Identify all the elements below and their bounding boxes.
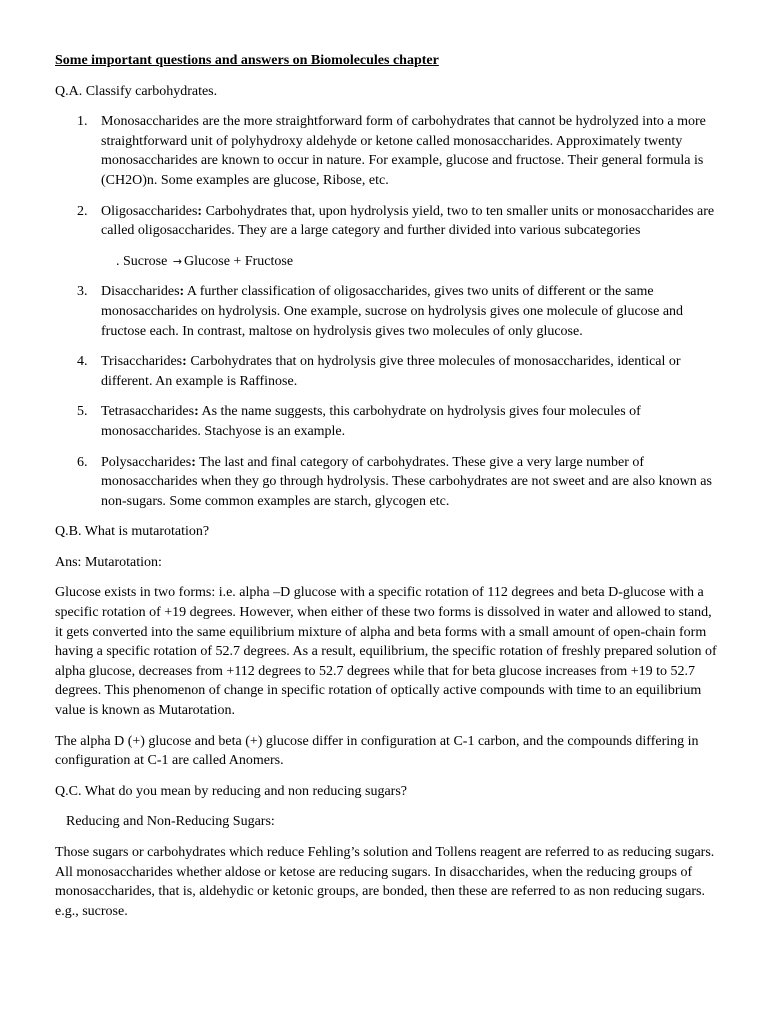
list-number: 4. [77, 354, 88, 370]
list-sep: : [179, 284, 185, 300]
list-item [55, 453, 718, 512]
page-title: Some important questions and answers on Biomolecules chapter [55, 53, 439, 68]
list-head: Oligosaccharides [101, 203, 198, 219]
list-sep: : [194, 404, 199, 420]
arrow-icon: → [172, 254, 183, 268]
carbohydrate-list-cont [55, 282, 718, 511]
list-sep: : [197, 203, 203, 219]
list-number: 1. [77, 114, 88, 130]
list-head: Polysaccharides [101, 454, 192, 470]
list-sep: : [191, 454, 196, 470]
carbohydrate-list [55, 112, 718, 241]
reducing-sugars-paragraph: Those sugars or carbohydrates which reduce Fehling’s solution and Tollens reagent are referred to as reducing sugars. All monosaccharides whether aldose or ketose are reducing sugars. In disaccharides, when the reducing groups of monosaccharides, that is, aldehydic or ketonic groups, are bonded, then these are referred to as non reducing sugars. e.g., sucrose. [55, 845, 715, 919]
list-item [55, 112, 718, 190]
list-text: The last and final category of carbohydrates. These give a very large number of monosaccharides when they go through hydrolysis. These carbohydrates are not sweet and are also known as non-sugars. Some common examples are starch, glycogen etc. [101, 454, 712, 509]
list-number: 5. [77, 404, 88, 420]
question-a: Q.A. Classify carbohydrates. [55, 83, 218, 99]
anomers-paragraph: The alpha D (+) glucose and beta (+) glucose differ in configuration at C-1 carbon, and the compounds differing in configuration at C-1 are called Anomers. [55, 733, 699, 769]
list-sep: : [182, 354, 187, 370]
list-number: 6. [77, 454, 88, 470]
list-text: Monosaccharides are the more straightforward form of carbohydrates that cannot be hydrolyzed into a more straightforward unit of polyhydroxy aldehyde or ketone called monosaccharides. Approximately twenty monosaccharides are known to occur in nature. For example, glucose and fructose. Their general formula is (CH2O)n. Some examples are glucose, Ribose, etc. [101, 114, 706, 188]
list-head: Trisaccharides [101, 354, 183, 370]
list-number: 2. [77, 203, 88, 219]
list-text: A further classification of oligosaccharides, gives two units of different or the same monosaccharides on hydrolysis. One example, sucrose on hydrolysis gives one molecule of glucose and fructose each. In contrast, maltose on hydrolysis gives two molecules of only glucose. [101, 284, 684, 339]
list-text: Carbohydrates that, upon hydrolysis yield, two to ten smaller units or monosaccharides are called oligosaccharides. They are a large category and further divided into various subcategories [101, 203, 715, 239]
sucrose-equation [116, 252, 718, 272]
question-b: Q.B. What is mutarotation? [55, 524, 210, 540]
list-number: 3. [77, 284, 88, 300]
list-item [55, 282, 718, 341]
section-heading: Reducing and Non-Reducing Sugars: [66, 814, 275, 830]
question-c: Q.C. What do you mean by reducing and non reducing sugars? [55, 783, 407, 799]
equation-left: . Sucrose [116, 253, 168, 269]
list-head: Tetrasaccharides [101, 404, 195, 420]
list-text: As the name suggests, this carbohydrate on hydrolysis gives four molecules of monosaccharides. Stachyose is an example. [101, 404, 641, 439]
equation-right: Glucose + Fructose [184, 253, 294, 269]
list-item [55, 402, 718, 441]
mutarotation-paragraph: Glucose exists in two forms: i.e. alpha –D glucose with a specific rotation of 112 degrees and beta D-glucose with a specific rotation of +19 degrees. However, when either of these two forms is dissolved in water and allowed to stand, it gets converted into the same equilibrium mixture of alpha and beta forms with a small amount of open-chain form having a specific rotation of 52.7 degrees. As a result, equilibrium, the specific rotation of freshly prepared solution of alpha glucose, decreases from +112 degrees to 52.7 degrees while that for beta glucose increases from +19 to 52.7 degrees. This phenomenon of change in specific rotation of optically active compounds with time to an equilibrium value is known as Mutarotation. [55, 585, 717, 719]
list-item [55, 352, 718, 391]
list-head: Disaccharides [101, 284, 180, 300]
list-text: Carbohydrates that on hydrolysis give three molecules of monosaccharides, identical or different. An example is Raffinose. [101, 354, 681, 389]
list-item [55, 202, 718, 241]
answer-heading: Ans: Mutarotation: [55, 554, 162, 570]
